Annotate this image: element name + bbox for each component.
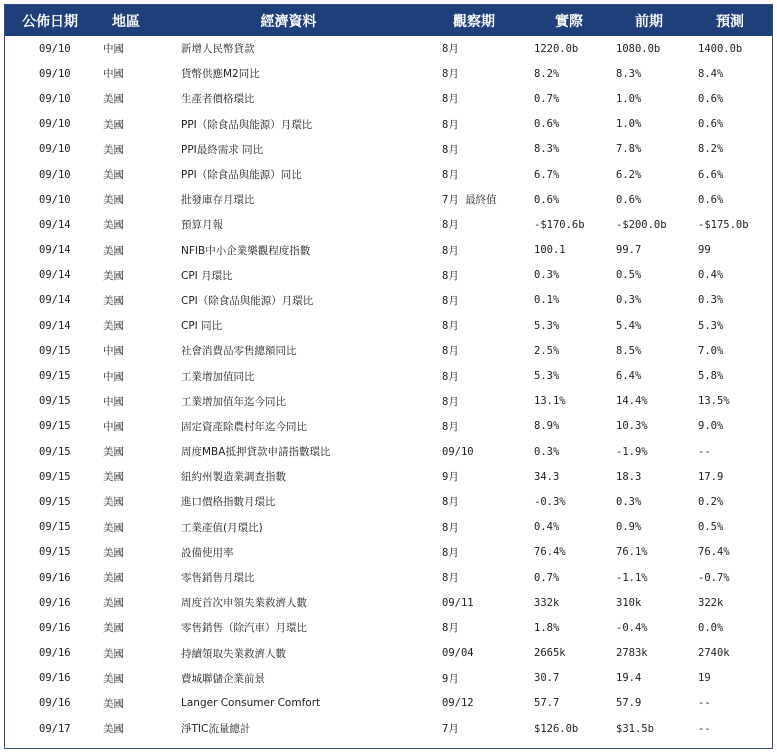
forecast-value-cell: 5.8% (698, 370, 724, 383)
previous-value-cell: 18.3 (616, 470, 642, 483)
previous-value-cell: 14.4% (616, 395, 648, 408)
actual-value-cell: 0.7% (534, 571, 560, 584)
previous-value-cell: 0.3% (616, 495, 642, 508)
actual-value-cell: 0.3% (534, 269, 560, 282)
actual-value-cell: 0.6% (534, 118, 560, 131)
table-row (5, 36, 772, 61)
previous-value-cell: 2783k (616, 647, 648, 660)
actual-value-cell: 0.7% (534, 92, 560, 105)
indicator-name-cell: NFIB中小企業樂觀程度指數 (181, 244, 311, 257)
period-cell: 8月 (442, 118, 459, 131)
previous-value-cell: -0.4% (616, 621, 648, 634)
actual-value-cell: -0.3% (534, 495, 566, 508)
header-previous: 前期 (635, 13, 663, 30)
table-row (5, 212, 772, 237)
forecast-value-cell: 9.0% (698, 420, 724, 433)
previous-value-cell: 8.3% (616, 67, 642, 80)
period-cell: 9月 (442, 471, 459, 484)
actual-value-cell: 57.7 (534, 697, 560, 710)
region-cell: 美國 (103, 320, 124, 333)
release-date-cell: 09/16 (39, 596, 71, 609)
period-cell: 8月 (442, 93, 459, 106)
period-cell: 8月 (442, 420, 459, 433)
period-cell: 7月 最終值 (442, 194, 497, 207)
region-cell: 美國 (103, 723, 124, 736)
table-header (5, 5, 772, 36)
previous-value-cell: 1.0% (616, 118, 642, 131)
release-date-cell: 09/14 (39, 319, 71, 332)
previous-value-cell: 19.4 (616, 672, 642, 685)
forecast-value-cell: 6.6% (698, 168, 724, 181)
forecast-value-cell: 76.4% (698, 546, 730, 559)
actual-value-cell: 332k (534, 596, 560, 609)
period-cell: 8月 (442, 219, 459, 232)
period-cell: 8月 (442, 68, 459, 81)
period-cell: 09/11 (442, 596, 474, 609)
forecast-value-cell: -$175.0b (698, 218, 749, 231)
actual-value-cell: 30.7 (534, 672, 560, 685)
economic-calendar-table (5, 5, 772, 741)
indicator-name-cell: 固定資產除農村年迄今同比 (181, 420, 307, 433)
table-body (5, 36, 772, 741)
actual-value-cell: 8.3% (534, 143, 560, 156)
region-cell: 美國 (103, 471, 124, 484)
period-cell: 8月 (442, 294, 459, 307)
table-row (5, 515, 772, 540)
table-row (5, 641, 772, 666)
indicator-name-cell: PPI（除食品與能源）同比 (181, 169, 302, 182)
indicator-name-cell: 周度MBA抵押貸款申請指數環比 (181, 446, 331, 459)
release-date-cell: 09/10 (39, 168, 71, 181)
indicator-name-cell: 新增人民幣貸款 (181, 43, 255, 56)
indicator-name-cell: 淨TIC流量總計 (181, 723, 251, 736)
previous-value-cell: 1080.0b (616, 42, 661, 55)
period-cell: 09/10 (442, 445, 474, 458)
table-row (5, 112, 772, 137)
previous-value-cell: 76.1% (616, 546, 648, 559)
period-cell: 8月 (442, 345, 459, 358)
region-cell: 美國 (103, 269, 124, 282)
period-cell: 8月 (442, 244, 459, 257)
period-cell: 8月 (442, 395, 459, 408)
table-row (5, 263, 772, 288)
region-cell: 美國 (103, 118, 124, 131)
previous-value-cell: 10.3% (616, 420, 648, 433)
region-cell: 美國 (103, 169, 124, 182)
period-cell: 8月 (442, 496, 459, 509)
indicator-name-cell: 零售銷售月環比 (181, 572, 255, 585)
region-cell: 中國 (103, 370, 124, 383)
region-cell: 美國 (103, 546, 124, 559)
release-date-cell: 09/10 (39, 118, 71, 131)
release-date-cell: 09/14 (39, 218, 71, 231)
forecast-value-cell: 0.4% (698, 269, 724, 282)
previous-value-cell: 0.9% (616, 521, 642, 534)
table-row (5, 414, 772, 439)
release-date-cell: 09/10 (39, 143, 71, 156)
forecast-value-cell: 8.4% (698, 67, 724, 80)
release-date-cell: 09/14 (39, 244, 71, 257)
forecast-value-cell: -- (698, 722, 711, 735)
actual-value-cell: 0.3% (534, 445, 560, 458)
region-cell: 美國 (103, 697, 124, 710)
actual-value-cell: 8.9% (534, 420, 560, 433)
region-cell: 美國 (103, 647, 124, 660)
actual-value-cell: 0.1% (534, 294, 560, 307)
forecast-value-cell: 0.2% (698, 495, 724, 508)
indicator-name-cell: 零售銷售（除汽車）月環比 (181, 622, 307, 635)
region-cell: 美國 (103, 446, 124, 459)
period-cell: 8月 (442, 622, 459, 635)
table-row (5, 238, 772, 263)
forecast-value-cell: 322k (698, 596, 724, 609)
previous-value-cell: 5.4% (616, 319, 642, 332)
header-actual: 實際 (555, 13, 583, 30)
actual-value-cell: $126.0b (534, 722, 579, 735)
header-indicator: 經濟資料 (260, 13, 317, 30)
indicator-name-cell: 工業產值(月環比) (181, 521, 263, 534)
period-cell: 8月 (442, 269, 459, 282)
indicator-name-cell: 工業增加值年迄今同比 (181, 395, 286, 408)
actual-value-cell: 13.1% (534, 395, 566, 408)
actual-value-cell: 1.8% (534, 621, 560, 634)
previous-value-cell: 8.5% (616, 344, 642, 357)
indicator-name-cell: PPI（除食品與能源）月環比 (181, 118, 313, 131)
period-cell: 8月 (442, 572, 459, 585)
table-row (5, 565, 772, 590)
indicator-name-cell: 持續領取失業救濟人數 (181, 647, 286, 660)
table-row (5, 716, 772, 741)
actual-value-cell: 5.3% (534, 319, 560, 332)
region-cell: 中國 (103, 395, 124, 408)
indicator-name-cell: 紐約州製造業調查指數 (181, 471, 286, 484)
indicator-name-cell: CPI 同比 (181, 320, 223, 333)
forecast-value-cell: 0.6% (698, 92, 724, 105)
region-cell: 美國 (103, 143, 124, 156)
region-cell: 美國 (103, 219, 124, 232)
indicator-name-cell: 預算月報 (181, 219, 223, 232)
indicator-name-cell: 設備使用率 (181, 546, 234, 559)
header-row (5, 5, 772, 36)
table-row (5, 489, 772, 514)
forecast-value-cell: 1400.0b (698, 42, 743, 55)
previous-value-cell: 1.0% (616, 92, 642, 105)
release-date-cell: 09/15 (39, 370, 71, 383)
indicator-name-cell: Langer Consumer Comfort (181, 697, 321, 710)
previous-value-cell: -1.1% (616, 571, 648, 584)
release-date-cell: 09/15 (39, 420, 71, 433)
table-row (5, 615, 772, 640)
forecast-value-cell: 0.0% (698, 621, 724, 634)
forecast-value-cell: 0.6% (698, 193, 724, 206)
forecast-value-cell: 17.9 (698, 470, 724, 483)
forecast-value-cell: 0.3% (698, 294, 724, 307)
release-date-cell: 09/15 (39, 344, 71, 357)
actual-value-cell: 6.7% (534, 168, 560, 181)
forecast-value-cell: 2740k (698, 647, 730, 660)
indicator-name-cell: 周度首次申領失業救濟人數 (181, 597, 307, 610)
region-cell: 美國 (103, 521, 124, 534)
previous-value-cell: -1.9% (616, 445, 648, 458)
release-date-cell: 09/16 (39, 672, 71, 685)
release-date-cell: 09/10 (39, 193, 71, 206)
region-cell: 中國 (103, 43, 124, 56)
forecast-value-cell: 19 (698, 672, 711, 685)
economic-calendar-frame (4, 4, 773, 749)
previous-value-cell: 7.8% (616, 143, 642, 156)
previous-value-cell: 0.3% (616, 294, 642, 307)
region-cell: 中國 (103, 345, 124, 358)
indicator-name-cell: CPI 月環比 (181, 269, 233, 282)
period-cell: 8月 (442, 320, 459, 333)
table-row (5, 86, 772, 111)
forecast-value-cell: -- (698, 445, 711, 458)
period-cell: 8月 (442, 43, 459, 56)
region-cell: 美國 (103, 496, 124, 509)
region-cell: 美國 (103, 93, 124, 106)
actual-value-cell: 0.4% (534, 521, 560, 534)
period-cell: 7月 (442, 723, 459, 736)
table-row (5, 61, 772, 86)
table-row (5, 691, 772, 716)
release-date-cell: 09/10 (39, 67, 71, 80)
period-cell: 8月 (442, 143, 459, 156)
actual-value-cell: 2665k (534, 647, 566, 660)
period-cell: 8月 (442, 521, 459, 534)
period-cell: 9月 (442, 672, 459, 685)
table-row (5, 590, 772, 615)
previous-value-cell: -$200.0b (616, 218, 667, 231)
release-date-cell: 09/15 (39, 395, 71, 408)
forecast-value-cell: 7.0% (698, 344, 724, 357)
header-forecast: 預測 (716, 13, 744, 30)
region-cell: 美國 (103, 622, 124, 635)
indicator-name-cell: 進口價格指數月環比 (181, 496, 276, 509)
release-date-cell: 09/16 (39, 647, 71, 660)
actual-value-cell: 2.5% (534, 344, 560, 357)
forecast-value-cell: 99 (698, 244, 711, 257)
release-date-cell: 09/10 (39, 42, 71, 55)
table-row (5, 338, 772, 363)
region-cell: 中國 (103, 68, 124, 81)
previous-value-cell: 6.4% (616, 370, 642, 383)
period-cell: 09/12 (442, 697, 474, 710)
table-row (5, 162, 772, 187)
previous-value-cell: 99.7 (616, 244, 642, 257)
release-date-cell: 09/16 (39, 697, 71, 710)
region-cell: 美國 (103, 672, 124, 685)
region-cell: 美國 (103, 597, 124, 610)
release-date-cell: 09/10 (39, 92, 71, 105)
forecast-value-cell: -0.7% (698, 571, 730, 584)
table-row (5, 464, 772, 489)
forecast-value-cell: 8.2% (698, 143, 724, 156)
release-date-cell: 09/15 (39, 470, 71, 483)
release-date-cell: 09/16 (39, 571, 71, 584)
table-row (5, 439, 772, 464)
previous-value-cell: 0.6% (616, 193, 642, 206)
table-row (5, 187, 772, 212)
forecast-value-cell: 13.5% (698, 395, 730, 408)
table-row (5, 137, 772, 162)
table-row (5, 288, 772, 313)
release-date-cell: 09/15 (39, 521, 71, 534)
actual-value-cell: -$170.6b (534, 218, 585, 231)
release-date-cell: 09/14 (39, 294, 71, 307)
forecast-value-cell: 0.5% (698, 521, 724, 534)
region-cell: 美國 (103, 572, 124, 585)
period-cell: 09/04 (442, 647, 474, 660)
indicator-name-cell: 費城聯儲企業前景 (181, 672, 265, 685)
previous-value-cell: 0.5% (616, 269, 642, 282)
release-date-cell: 09/15 (39, 495, 71, 508)
release-date-cell: 09/17 (39, 722, 71, 735)
previous-value-cell: $31.5b (616, 722, 654, 735)
actual-value-cell: 8.2% (534, 67, 560, 80)
actual-value-cell: 1220.0b (534, 42, 579, 55)
actual-value-cell: 0.6% (534, 193, 560, 206)
table-row (5, 540, 772, 565)
indicator-name-cell: 生產者價格環比 (181, 93, 255, 106)
region-cell: 中國 (103, 420, 124, 433)
period-cell: 8月 (442, 370, 459, 383)
indicator-name-cell: 貨幣供應M2同比 (181, 68, 260, 81)
forecast-value-cell: 0.6% (698, 118, 724, 131)
release-date-cell: 09/15 (39, 445, 71, 458)
table-row (5, 363, 772, 388)
previous-value-cell: 310k (616, 596, 642, 609)
header-release-date: 公佈日期 (22, 13, 78, 30)
actual-value-cell: 5.3% (534, 370, 560, 383)
indicator-name-cell: 社會消費品零售總額同比 (181, 345, 297, 358)
actual-value-cell: 100.1 (534, 244, 566, 257)
indicator-name-cell: 工業增加值同比 (181, 370, 255, 383)
release-date-cell: 09/14 (39, 269, 71, 282)
actual-value-cell: 34.3 (534, 470, 560, 483)
header-region: 地區 (112, 13, 140, 30)
region-cell: 美國 (103, 244, 124, 257)
forecast-value-cell: 5.3% (698, 319, 724, 332)
indicator-name-cell: PPI最終需求 同比 (181, 143, 264, 156)
previous-value-cell: 57.9 (616, 697, 642, 710)
release-date-cell: 09/15 (39, 546, 71, 559)
header-period: 觀察期 (453, 13, 495, 30)
forecast-value-cell: -- (698, 697, 711, 710)
region-cell: 美國 (103, 194, 124, 207)
region-cell: 美國 (103, 294, 124, 307)
indicator-name-cell: CPI（除食品與能源）月環比 (181, 294, 314, 307)
actual-value-cell: 76.4% (534, 546, 566, 559)
table-row (5, 666, 772, 691)
indicator-name-cell: 批發庫存月環比 (181, 194, 255, 207)
release-date-cell: 09/16 (39, 621, 71, 634)
period-cell: 8月 (442, 546, 459, 559)
table-row (5, 313, 772, 338)
previous-value-cell: 6.2% (616, 168, 642, 181)
period-cell: 8月 (442, 169, 459, 182)
table-row (5, 389, 772, 414)
